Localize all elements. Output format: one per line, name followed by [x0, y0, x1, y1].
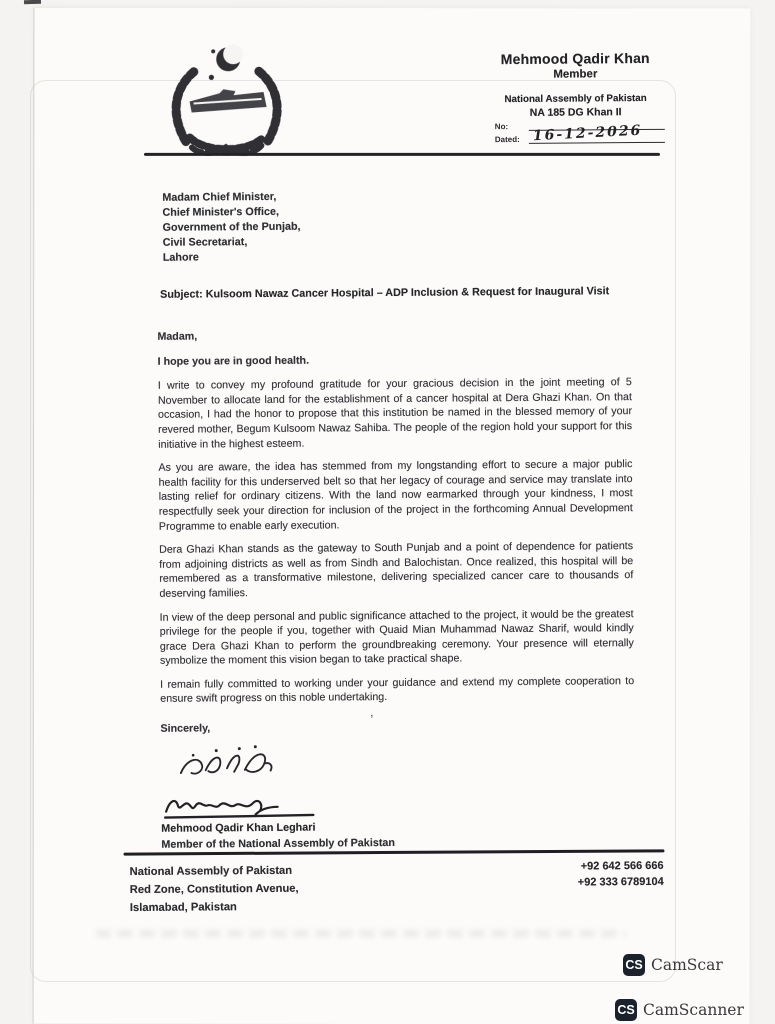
letterhead-constituency: NA 185 DG Khan II — [529, 106, 622, 119]
subject-line — [160, 285, 660, 301]
footer-address-block — [130, 861, 430, 917]
salutation: Madam, — [157, 330, 198, 343]
recipient-line: Chief Minister's Office, — [162, 205, 280, 219]
reference-fields — [495, 120, 665, 147]
camscanner-watermark — [623, 954, 723, 976]
camscanner-logo-icon: CS — [615, 999, 637, 1021]
letter-body — [157, 326, 635, 852]
urdu-signature — [173, 743, 285, 784]
subject-text: Kulsoom Nawaz Cancer Hospital – ADP Inclusion & Request for Inaugural Visit — [205, 285, 610, 301]
letterhead-org: National Assembly of Pakistan — [504, 92, 647, 106]
footer-phone: +92 333 6789104 — [577, 875, 664, 889]
subject-label: Subject: — [160, 288, 203, 301]
footer-phone: +92 642 566 666 — [580, 859, 664, 873]
recipient-line: Civil Secretariat, — [162, 236, 248, 249]
footer-phone-block — [464, 858, 664, 892]
letterhead-title: Member — [553, 68, 598, 81]
body-paragraph: In view of the deep personal and public significance attached to the project, it would be the greatest privilege for the people if you, together with Quaid Mian Muhammad Nawaz Sharif, would kindly grace Dera Ghazi Khan to perform the groundbreaking ceremony. Your presence will eternally symbolize the moment this vision began to take practical shape. — [159, 607, 634, 668]
camscanner-watermark — [615, 999, 744, 1021]
body-paragraph: I write to convey my profound gratitude for your gracious decision in the joint meeting of 5 November to allocate land for the establishment of a cancer hospital at Dera Ghazi Khan. On that occasion, I had the honor to propose that this institution be named in the blessed memory of your revered mother, Begum Kulsoom Nawaz Sahiba. The people of the region hold your support for this initiative in the highest esteem. — [157, 376, 633, 451]
footer-org: National Assembly of Pakistan — [129, 864, 293, 879]
recipient-line: Lahore — [162, 251, 199, 264]
signatory-name: Mehmood Qadir Khan Leghari — [161, 821, 316, 836]
body-paragraph: I remain fully committed to working under your guidance and extend my complete cooperation to ensure swift progress on this noble undertaking. — [160, 674, 635, 706]
footer-address-line: Islamabad, Pakistan — [129, 901, 237, 915]
camscanner-logo-icon: CS — [623, 954, 645, 976]
valediction: Sincerely, — [160, 722, 211, 735]
letterhead-divider — [144, 153, 660, 156]
camscanner-watermark-text: CamScanner — [643, 1001, 744, 1019]
ref-no-label: No: — [494, 122, 509, 132]
letterhead-name: Mehmood Qadir Khan — [500, 49, 650, 68]
signature-scribble — [163, 790, 321, 821]
ref-dated-line — [529, 122, 665, 145]
recipient-line: Madam Chief Minister, — [162, 190, 277, 204]
footer-address-line: Red Zone, Constitution Avenue, — [129, 882, 299, 897]
scan-speck: ‚ — [370, 704, 374, 720]
recipient-address — [162, 188, 463, 265]
body-paragraph: Dera Ghazi Khan stands as the gateway to South Punjab and a point of dependence for patients from adjoining districts as well as from Sindh and Balochistan. Once realized, this hospital will be remembered as a transformative milestone, delivering specialized cancer care to thousands of deserving families. — [159, 540, 634, 600]
letterhead-block — [475, 50, 676, 120]
handwritten-date: 16-12-2026 — [532, 122, 643, 145]
camscanner-watermark-text: CamScar — [651, 956, 723, 974]
opening-line: I hope you are in good health. — [157, 354, 310, 368]
body-paragraph: As you are aware, the idea has stemmed from my longstanding effort to secure a major public health facility for this underserved belt so that her legacy of courage and service may translate into lasting relief for ordinary citizens. With the land now earmarked through your kindness, I most respectfully seek your direction for inclusion of the project in the forthcoming Annual Development Programme to enable early execution. — [158, 458, 633, 533]
bleed-through-artifact — [96, 929, 626, 938]
pakistan-assembly-emblem-icon — [149, 37, 302, 166]
ref-dated-label: Dated: — [494, 134, 520, 145]
recipient-line: Government of the Punjab, — [162, 220, 301, 234]
signatory-title: Member of the National Assembly of Pakistan — [161, 836, 396, 851]
